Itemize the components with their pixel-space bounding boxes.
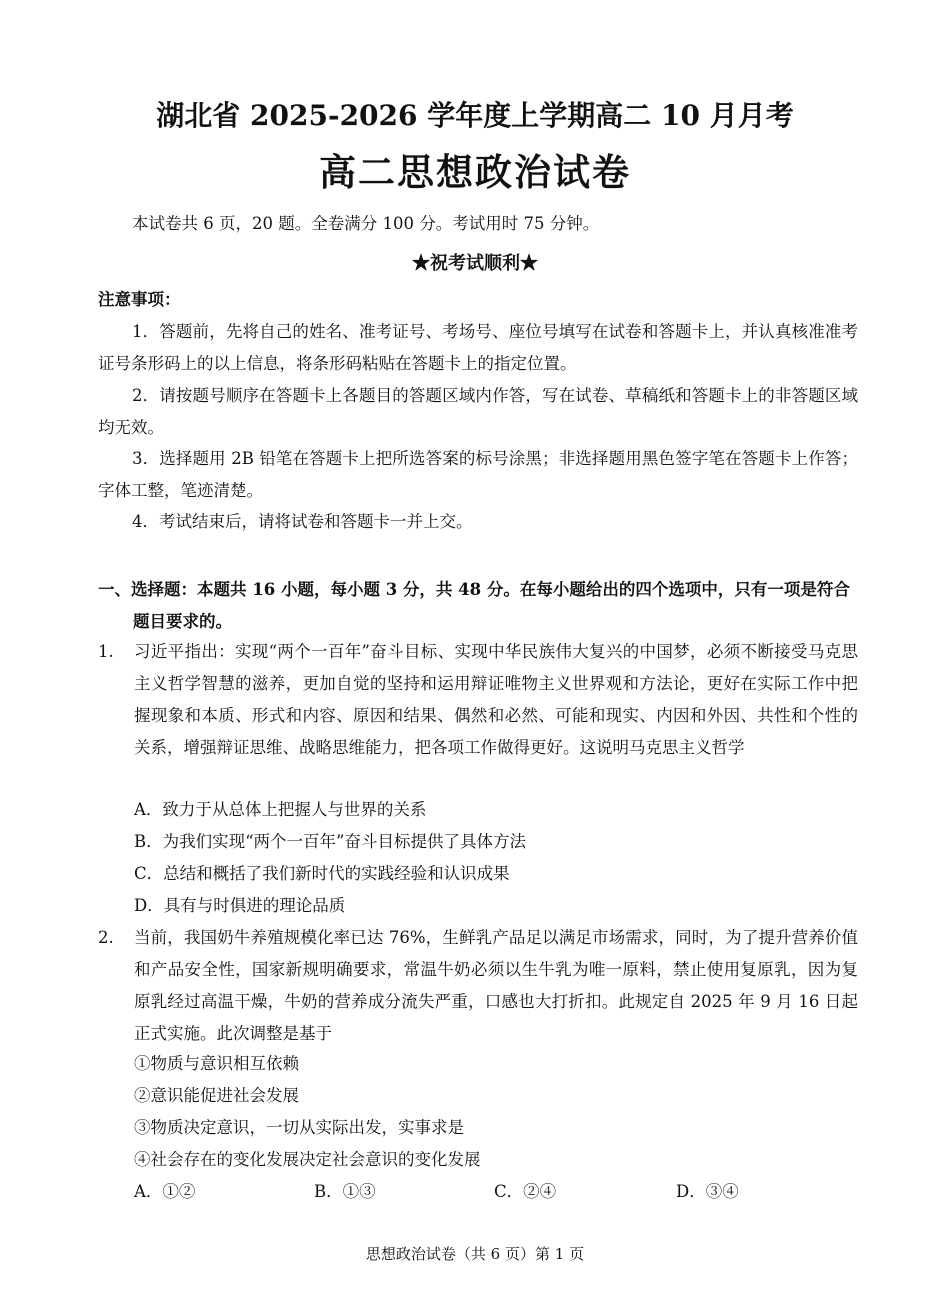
notice-item-2: 2．请按题号顺序在答题卡上各题目的答题区域内作答，写在试卷、草稿纸和答题卡上的非答题区域均无效。 <box>98 386 858 437</box>
question-2-option-c: C．②④ <box>494 1182 557 1201</box>
exam-info: 本试卷共 6 页，20 题。全卷满分 100 分。考试用时 75 分钟。 <box>132 214 600 233</box>
question-2-option-d: D．③④ <box>676 1182 739 1201</box>
notice-item-1: 1．答题前，先将自己的姓名、准考证号、考场号、座位号填写在试卷和答题卡上，并认真核准准考证号条形码上的以上信息，将条形码粘贴在答题卡上的指定位置。 <box>98 322 858 373</box>
blessing-line: ★祝考试顺利★ <box>412 253 538 274</box>
notice-item-3: 3．选择题用 2B 铅笔在答题卡上把所选答案的标号涂黑；非选择题用黑色签字笔在答题卡上作答；字体工整，笔迹清楚。 <box>98 449 858 500</box>
question-2-statement-4: ④社会存在的变化发展决定社会意识的变化发展 <box>134 1150 481 1169</box>
question-1-option-c: C．总结和概括了我们新时代的实践经验和认识成果 <box>134 864 510 883</box>
question-1-stem: 习近平指出：实现“两个一百年”奋斗目标、实现中华民族伟大复兴的中国梦，必须不断接受马克思主义哲学智慧的滋养，更加自觉的坚持和运用辩证唯物主义世界观和方法论，更好在实际工作中把握现象和本质、形式和内容、原因和结果、偶然和必然、可能和现实、内因和外因、共性和个性的关系，增强辩证思维、战略思维能力，把各项工作做得更好。这说明马克思主义哲学 <box>134 642 858 757</box>
subject-title: 高二思想政治试卷 <box>319 150 631 194</box>
exam-title: 湖北省 2025-2026 学年度上学期高二 10 月月考 <box>156 99 794 132</box>
question-2-option-a: A．①② <box>134 1182 196 1201</box>
question-2-number: 2. <box>98 928 114 947</box>
question-1-number: 1. <box>98 642 114 661</box>
question-2-stem: 当前，我国奶牛养殖规模化率已达 76%，生鲜乳产品足以满足市场需求，同时，为了提升营养价值和产品安全性，国家新规明确要求，常温牛奶必须以生牛乳为唯一原料，禁止使用复原乳，因为复原乳经过高温干燥，牛奶的营养成分流失严重，口感也大打折扣。此规定自 2025 年 9 月 16 日起正式实施。此次调整是基于 <box>134 928 858 1043</box>
page-footer: 思想政治试卷（共 6 页）第 1 页 <box>365 1245 585 1263</box>
question-1-option-d: D．具有与时俱进的理论品质 <box>134 896 346 915</box>
question-2-statement-2: ②意识能促进社会发展 <box>134 1086 299 1105</box>
question-2-statement-1: ①物质与意识相互依赖 <box>134 1054 299 1073</box>
question-2-option-b: B．①③ <box>314 1182 376 1201</box>
section-heading: 一、选择题：本题共 16 小题，每小题 3 分，共 48 分。在每小题给出的四个选项中，只有一项是符合题目要求的。 <box>98 580 850 631</box>
notice-heading: 注意事项： <box>98 290 181 309</box>
notice-item-4: 4．考试结束后，请将试卷和答题卡一并上交。 <box>132 512 473 531</box>
question-1-option-b: B．为我们实现“两个一百年”奋斗目标提供了具体方法 <box>134 832 526 851</box>
question-1-option-a: A．致力于从总体上把握人与世界的关系 <box>134 800 427 819</box>
question-2-statement-3: ③物质决定意识，一切从实际出发，实事求是 <box>134 1118 464 1137</box>
